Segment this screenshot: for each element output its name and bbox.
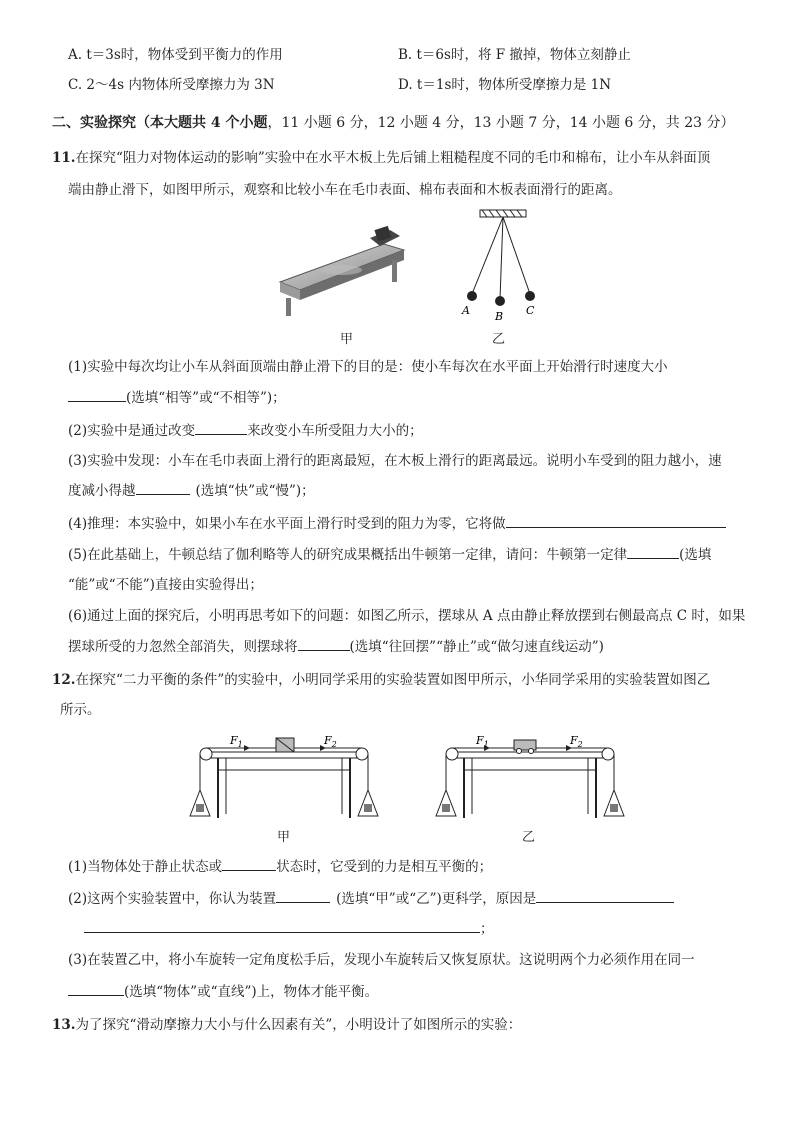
section-title: 二、实验探究（本大题共 4 个小题 [52, 115, 268, 131]
q11-number: 11. [52, 150, 76, 166]
q11-part1-hint: (选填“相等”或“不相等”)； [126, 390, 286, 406]
q12-stem-line2: 所示。 [60, 702, 101, 718]
pendulum-ball-c [525, 291, 535, 301]
pendulum-figure [458, 208, 548, 326]
q11-part3-line2 [68, 480, 315, 501]
yi-f2-label: $F_2$ [570, 734, 583, 749]
q12-part2-text1: (2)这两个实验装置中，你认为装置 [68, 891, 277, 907]
q12-part2-text2: (选填“甲”或“乙”)更科学，原因是 [336, 891, 537, 907]
q12-part2-line2 [84, 918, 494, 939]
q12-part2-line1 [68, 888, 674, 909]
q11-part4 [68, 513, 726, 534]
q12-fig-jia-caption: 甲 [277, 830, 291, 845]
small-cart [514, 740, 536, 750]
q12-number: 12. [52, 672, 76, 688]
q11-part2-text2: 来改变小车所受阻力大小的； [247, 423, 423, 439]
q11-stem-line2: 端由静止滑下，如图甲所示，观察和比较小车在毛巾表面、棉布表面和木板表面滑行的距离。 [68, 182, 622, 198]
q13-stem [52, 1015, 521, 1035]
q11-part6-blank[interactable] [298, 636, 350, 651]
q13-stem-text: 为了探究“滑动摩擦力大小与什么因素有关”，小明设计了如图所示的实验： [75, 1017, 522, 1033]
q12-part3-blank[interactable] [68, 981, 124, 996]
balance-apparatus-yi [432, 730, 628, 822]
q11-part5-line1 [68, 544, 711, 565]
q11-part6-text1: 摆球所受的力忽然全部消失，则摆球将 [68, 639, 298, 655]
pendulum-label-b: B [495, 310, 504, 323]
choice-d: D. t＝1s时，物体所受摩擦力是 1N [398, 77, 612, 93]
q12-part2-blank1[interactable] [276, 888, 330, 903]
q11-part1-line1: (1)实验中每次均让小车从斜面顶端由静止滑下的目的是：使小车每次在水平面上开始滑行时速度大小 [68, 359, 668, 375]
q12-part2-blank2[interactable] [536, 888, 674, 903]
yi-f1-label: $F_1$ [476, 734, 489, 749]
q11-part5-text2: (选填 [679, 547, 712, 563]
q11-part2-blank[interactable] [195, 420, 247, 435]
choice-a: A. t＝3s时，物体受到平衡力的作用 [68, 47, 283, 63]
q12-part1-blank[interactable] [222, 856, 276, 871]
section-detail: ，11 小题 6 分，12 小题 4 分，13 小题 7 分，14 小题 6 分，共 23 分） [267, 115, 735, 131]
q11-part4-text: (4)推理：本实验中，如果小车在水平面上滑行时受到的阻力为零，它将做 [68, 516, 506, 532]
pendulum-label-a: A [462, 304, 470, 317]
q11-stem-line1 [52, 148, 710, 168]
q12-part1-text2: 状态时，它受到的力是相互平衡的； [276, 859, 493, 875]
q13-number: 13. [52, 1017, 76, 1033]
pendulum-label-c: C [526, 304, 535, 317]
q12-part1 [68, 856, 492, 877]
q11-part5-text1: (5)在此基础上，牛顿总结了伽利略等人的研究成果概括出牛顿第一定律，请问：牛顿第一定律 [68, 547, 628, 563]
q11-part5-line2: “能”或“不能”)直接由实验得出； [68, 577, 263, 593]
q11-part2-text1: (2)实验中是通过改变 [68, 423, 196, 439]
choice-c: C. 2～4s 内物体所受摩擦力为 3N [68, 77, 275, 93]
pendulum-ball-a [467, 291, 477, 301]
balance-apparatus-jia [186, 730, 382, 822]
q12-fig-yi-caption: 乙 [522, 830, 536, 845]
q12-stem-text1: 在探究“二力平衡的条件”的实验中，小明同学采用的实验装置如图甲所示，小华同学采用的实验装置如图乙 [75, 672, 711, 688]
q12-part3-line2 [68, 981, 378, 1002]
section-heading [52, 113, 735, 133]
q11-part6-line2 [68, 636, 604, 657]
pendulum-ball-b [495, 296, 505, 306]
q12-part2-end: ； [480, 921, 494, 937]
q11-part6-line1: (6)通过上面的探究后，小明再思考如下的问题：如图乙所示，摆球从 A 点由静止释放摆到右侧最高点 C 时，如果 [68, 608, 746, 624]
q12-part3-line1: (3)在装置乙中，将小车旋转一定角度松手后，发现小车旋转后又恢复原状。这说明两个力必须作用在同一 [68, 952, 695, 968]
q11-fig-yi-caption: 乙 [492, 332, 506, 347]
q11-fig-jia-caption: 甲 [340, 332, 354, 347]
q11-part3-blank[interactable] [136, 480, 190, 495]
q12-part2-blank3[interactable] [84, 918, 480, 933]
q12-part1-text1: (1)当物体处于静止状态或 [68, 859, 223, 875]
q11-part6-hint: (选填“往回摆”“静止”或“做匀速直线运动”) [349, 639, 604, 655]
jia-f1-label: $F_1$ [230, 734, 243, 749]
q11-part2 [68, 420, 423, 441]
q11-part4-blank[interactable] [506, 513, 726, 528]
q11-part3-hint: (选填“快”或“慢”)； [195, 483, 315, 499]
q11-stem-text1: 在探究“阻力对物体运动的影响”实验中在水平木板上先后铺上粗糙程度不同的毛巾和棉布，让小车从斜面顶 [75, 150, 711, 166]
q12-stem-line1 [52, 670, 710, 690]
q11-part5-blank[interactable] [627, 544, 679, 559]
q11-part3-line1: (3)实验中发现：小车在毛巾表面上滑行的距离最短，在木板上滑行的距离最远。说明小车受到的阻力越小，速 [68, 453, 722, 469]
ramp-cart-figure [272, 220, 410, 320]
q11-part1-line2 [68, 387, 286, 408]
jia-f2-label: $F_2$ [324, 734, 337, 749]
q11-part1-blank[interactable] [68, 387, 126, 402]
q12-part3-hint: (选填“物体”或“直线”)上，物体才能平衡。 [124, 984, 379, 1000]
q11-part3-text1: 度减小得越 [68, 483, 136, 499]
choice-b: B. t＝6s时，将 F 撤掉，物体立刻静止 [398, 47, 631, 63]
